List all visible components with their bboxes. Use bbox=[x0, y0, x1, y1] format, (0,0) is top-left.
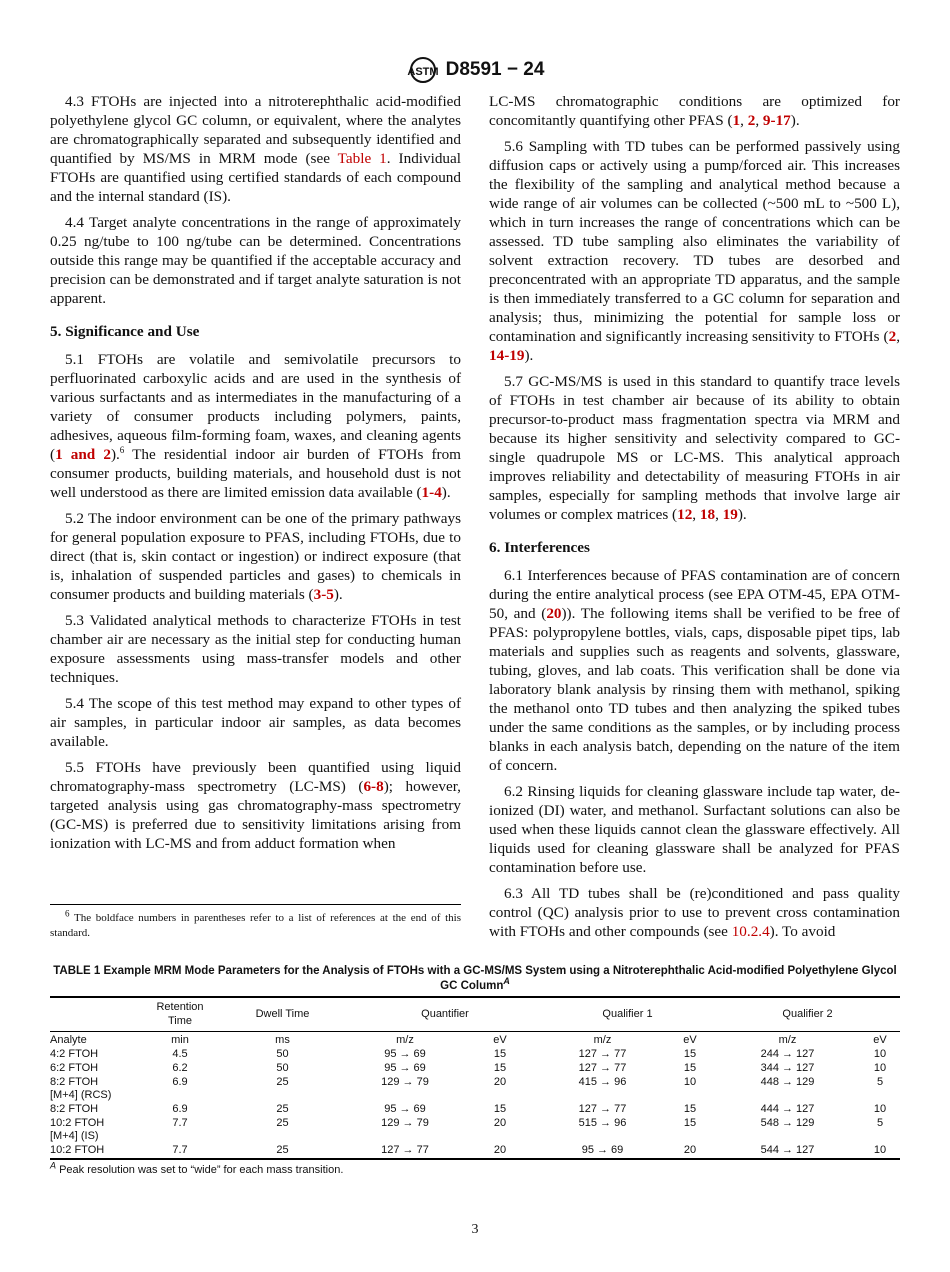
table-cell: 7.7 bbox=[172, 1144, 188, 1157]
table-cell bbox=[860, 1130, 900, 1144]
table-cell: 10:2 FTOH bbox=[50, 1144, 105, 1157]
table-cell bbox=[350, 1130, 460, 1144]
reference-link[interactable]: 19 bbox=[722, 506, 738, 523]
paragraph bbox=[489, 884, 900, 941]
text-run: , bbox=[755, 112, 763, 129]
table-footnote-mark: A bbox=[50, 1160, 57, 1171]
table-cell: eV bbox=[493, 1034, 507, 1047]
cross-reference-link[interactable]: Table 1 bbox=[337, 150, 387, 167]
text-run: , bbox=[692, 506, 700, 523]
text-run: ). bbox=[790, 112, 800, 129]
table-cell: 4:2 FTOH bbox=[50, 1048, 99, 1061]
page-number: 3 bbox=[471, 1222, 479, 1237]
header-qualifier-1: Qualifier 1 bbox=[540, 997, 715, 1032]
text-run: 6.3 All TD tubes shall be (re)conditioned and pass quality control (QC) analysis prior to use to prevent cross contamination with FTOHs and other compounds (see bbox=[489, 885, 900, 940]
table-cell: 544 → 127 bbox=[760, 1144, 815, 1157]
text-run: 5. Significance and Use bbox=[50, 323, 200, 340]
table-cell: 6.2 bbox=[172, 1061, 188, 1074]
paragraph bbox=[489, 566, 900, 775]
table-cell: 244 → 127 bbox=[760, 1048, 815, 1061]
page-header bbox=[0, 56, 950, 84]
table-cell: 10 bbox=[683, 1075, 697, 1088]
text-run: 4.4 Target analyte concentrations in the range of approximately 0.25 ng/tube to 100 ng/tube can be determined. Concentrations outside this range may be quantified if the acceptable accuracy and precision can be demonstrated and if target analyte saturation is not apparent. bbox=[50, 214, 461, 307]
table-cell: 6:2 FTOH bbox=[50, 1061, 99, 1074]
table-row bbox=[50, 1076, 900, 1090]
text-run: ). bbox=[110, 446, 120, 463]
reference-link[interactable]: 1 and 2 bbox=[55, 446, 111, 463]
mrm-parameters-table bbox=[50, 996, 900, 1160]
table-cell: [M+4] (RCS) bbox=[50, 1089, 112, 1102]
text-run: ). To avoid bbox=[769, 923, 836, 940]
text-run: , bbox=[740, 112, 748, 129]
table-cell bbox=[460, 1130, 540, 1144]
table-cell bbox=[350, 1089, 460, 1103]
table-cell: 515 → 96 bbox=[578, 1116, 627, 1129]
text-run: 5.6 Sampling with TD tubes can be performed passively using diffusion caps or actively using a pump/forced air. This increases the flexibility of the sampling and analytical method because a wide range of air volumes can be collected (~500 mL to ~500 L), which in turn increases the range of concentrations which can be assessed. TD tube sampling also eliminates the variability of solvent extraction recovery. TD tubes are desorbed and preconcentrated with an appropriate TD apparatus, and the sample is then immediately transferred to a GC column for separation and analysis; thus, minimizing the potential for sample loss or contamination and significantly increasing sensitivity to FTOHs ( bbox=[489, 138, 900, 345]
cross-reference-link[interactable]: 10.2.4 bbox=[731, 923, 770, 940]
table-cell: 20 bbox=[493, 1144, 507, 1157]
table-cell: 415 → 96 bbox=[578, 1075, 627, 1088]
table-footnote bbox=[50, 1160, 344, 1176]
table-cell: 129 → 79 bbox=[381, 1116, 429, 1129]
text-run: 6.2 Rinsing liquids for cleaning glassware include tap water, de-ionized (DI) water, and methanol. Surfactant solutions can also be used when these liquids cannot clean the glassware effectively. All liquids used for cleaning glassware shall be analyzed for PFAS contamination before use. bbox=[489, 783, 900, 876]
designation: D8591 − 24 bbox=[445, 59, 545, 81]
table-cell bbox=[460, 1089, 540, 1103]
footnote-marker: 6 bbox=[119, 444, 125, 455]
reference-link[interactable]: 18 bbox=[699, 506, 716, 523]
text-run: ). bbox=[524, 347, 534, 364]
header-retention-time: Retention Time bbox=[145, 997, 215, 1032]
paragraph bbox=[50, 611, 461, 687]
table-cell: 6.9 bbox=[172, 1075, 188, 1088]
paragraph bbox=[489, 137, 900, 365]
header-quantifier: Quantifier bbox=[350, 997, 540, 1032]
paragraph bbox=[50, 758, 461, 853]
table-row bbox=[50, 1048, 900, 1062]
table-cell: 25 bbox=[276, 1144, 289, 1157]
table-cell: 8:2 FTOH bbox=[50, 1075, 99, 1088]
table-row bbox=[50, 1062, 900, 1076]
table-cell: 20 bbox=[493, 1075, 507, 1088]
table-cell: 444 → 127 bbox=[760, 1102, 815, 1115]
table-cell: 15 bbox=[683, 1048, 697, 1061]
text-run: The residential indoor air burden of FTOHs from consumer products, building materials, and household dust is not well understood as there are limited emission data available ( bbox=[50, 446, 461, 501]
paragraph bbox=[489, 92, 900, 130]
table-cell: m/z bbox=[593, 1034, 612, 1047]
paragraph bbox=[50, 509, 461, 604]
table-cell: 7.7 bbox=[172, 1116, 188, 1129]
table-cell: 127 → 77 bbox=[578, 1102, 627, 1115]
table-cell bbox=[145, 1089, 215, 1103]
table-cell bbox=[715, 1089, 860, 1103]
text-run: , bbox=[896, 328, 900, 345]
paragraph bbox=[489, 372, 900, 524]
table-cell: 448 → 129 bbox=[760, 1075, 815, 1088]
text-run: 5.2 The indoor environment can be one of the primary pathways for general population exposure to PFAS, including FTOHs, due to direct (that is, skin contact or ingestion) or indirect exposure (that is, inhalation of suspended particles and gases) to chemicals in consumer products and building materials ( bbox=[50, 510, 461, 603]
table-cell: 15 bbox=[683, 1061, 697, 1074]
section-heading bbox=[50, 322, 461, 341]
footnote-mark: 6 bbox=[65, 908, 70, 919]
table-row bbox=[50, 1103, 900, 1117]
text-run: 6.1 Interferences because of PFAS contamination are of concern during the entire analytical process (see EPA OTM-45, EPA OTM-50, and ( bbox=[489, 567, 900, 622]
table-cell: 10 bbox=[873, 1048, 887, 1061]
text-run: . Individual FTOHs are quantified using certified standards of each compound and the internal standard (IS). bbox=[50, 150, 461, 205]
table-cell: 548 → 129 bbox=[760, 1116, 815, 1129]
table-cell: 344 → 127 bbox=[760, 1061, 815, 1074]
table-cell: 15 bbox=[683, 1116, 697, 1129]
text-run: ). bbox=[333, 586, 343, 603]
paragraph bbox=[50, 213, 461, 308]
table-cell: 25 bbox=[276, 1102, 289, 1115]
table-cell: Analyte bbox=[50, 1034, 87, 1047]
table-cell: 10 bbox=[873, 1144, 887, 1157]
table-title bbox=[50, 964, 900, 994]
reference-link[interactable]: 1 bbox=[732, 112, 741, 129]
paragraph bbox=[50, 350, 461, 502]
table-cell bbox=[860, 1089, 900, 1103]
table-row bbox=[50, 1144, 900, 1159]
table-title-text: TABLE 1 Example MRM Mode Parameters for the Analysis of FTOHs with a GC-MS/MS System using a Nitroterephthalic Acid-modified Polyethylene Glycol GC Column bbox=[53, 965, 897, 992]
table-row bbox=[50, 1117, 900, 1131]
reference-link[interactable]: 3-5 bbox=[313, 586, 334, 603]
table-cell: 5 bbox=[876, 1075, 884, 1088]
table-cell: 50 bbox=[276, 1061, 289, 1074]
table-cell: [M+4] (IS) bbox=[50, 1130, 99, 1143]
paragraph bbox=[50, 92, 461, 206]
table-row bbox=[50, 1130, 900, 1144]
reference-link[interactable]: 12 bbox=[677, 506, 693, 523]
units-row bbox=[50, 1032, 900, 1048]
table-cell: 95 → 69 bbox=[384, 1061, 426, 1074]
table-cell: 10 bbox=[873, 1102, 887, 1115]
table-cell: 127 → 77 bbox=[578, 1048, 627, 1061]
reference-link[interactable]: 1-4 bbox=[421, 484, 442, 501]
table-cell: 127 → 77 bbox=[578, 1061, 627, 1074]
table-cell bbox=[145, 1130, 215, 1144]
text-run: 5.1 FTOHs are volatile and semivolatile precursors to perfluorinated carboxylic acids and are used in the synthesis of various surfactants and as intermediates in the manufacturing of a variety of consumer products including polymers, paints, adhesives, aqueous film-forming foam, waxes, and cleaning agents ( bbox=[50, 351, 461, 463]
table-cell bbox=[215, 1130, 350, 1144]
header-blank bbox=[50, 997, 145, 1032]
table-cell: 20 bbox=[683, 1144, 697, 1157]
table-cell: m/z bbox=[778, 1034, 797, 1047]
svg-text:ASTM: ASTM bbox=[407, 66, 439, 78]
header-qualifier-2: Qualifier 2 bbox=[715, 997, 900, 1032]
text-run: 5.7 GC-MS/MS is used in this standard to quantify trace levels of FTOHs in test chamber air because of its ability to obtain precursor-to-product mass fragmentation spectra via MRM and because its higher sensitivity and selectivity compared to GC-single quadrupole MS or LC-MS. This analytical approach improves reliability and detectability of measuring FTOHs in air samples, especially for sampling methods that involve large air volumes or complex matrices ( bbox=[489, 373, 900, 523]
table-cell: eV bbox=[683, 1034, 697, 1047]
table-cell: 10 bbox=[873, 1061, 887, 1074]
table-cell bbox=[540, 1130, 665, 1144]
table-cell bbox=[540, 1089, 665, 1103]
table-cell: 95 → 69 bbox=[384, 1102, 426, 1115]
table-cell: 8:2 FTOH bbox=[50, 1102, 99, 1115]
table-header-row bbox=[50, 997, 900, 1032]
table-cell: 20 bbox=[493, 1116, 507, 1129]
table-cell: 25 bbox=[276, 1116, 289, 1129]
text-run: ). bbox=[737, 506, 747, 523]
paragraph bbox=[489, 782, 900, 877]
table-cell: 127 → 77 bbox=[381, 1144, 429, 1157]
footnote bbox=[50, 904, 461, 941]
table-cell: 25 bbox=[276, 1075, 289, 1088]
table-cell: 15 bbox=[493, 1102, 507, 1115]
table-cell: 5 bbox=[876, 1116, 884, 1129]
text-run: 6. Interferences bbox=[489, 539, 590, 556]
table-cell: 15 bbox=[493, 1061, 507, 1074]
header-dwell-time: Dwell Time bbox=[215, 997, 350, 1032]
table-cell: m/z bbox=[396, 1034, 414, 1047]
right-column bbox=[489, 92, 900, 948]
text-run: ). bbox=[441, 484, 451, 501]
table-cell: 6.9 bbox=[172, 1102, 188, 1115]
paragraph bbox=[50, 694, 461, 751]
table-cell: 95 → 69 bbox=[384, 1048, 426, 1061]
text-run: 5.4 The scope of this test method may expand to other types of air samples, in particular indoor air samples, as data becomes available. bbox=[50, 695, 461, 750]
table-cell bbox=[665, 1089, 715, 1103]
text-run: LC-MS chromatographic conditions are optimized for concomitantly quantifying other PFAS ( bbox=[489, 93, 900, 129]
text-run: , bbox=[715, 506, 723, 523]
reference-link[interactable]: 2 bbox=[888, 328, 897, 345]
text-run: ); however, targeted analysis using gas chromatography-mass spectrometry (GC-MS) is preferred due to sensitivity limitations arising from ionization with LC-MS and from adduct formation when bbox=[50, 778, 461, 852]
table-cell: 15 bbox=[493, 1048, 507, 1061]
table-cell: 95 → 69 bbox=[581, 1144, 624, 1157]
table-cell: 15 bbox=[683, 1102, 697, 1115]
table-cell bbox=[665, 1130, 715, 1144]
reference-link[interactable]: 6-8 bbox=[363, 778, 384, 795]
astm-logo-icon bbox=[406, 56, 440, 84]
text-run: 5.3 Validated analytical methods to characterize FTOHs in test chamber air are necessary as the initial step for conducting human exposure assessments using mass-transfer models and other techniques. bbox=[50, 612, 461, 686]
text-run: )). The following items shall be verified to be free of PFAS: polypropylene bottles, vials, caps, disposable pipet tips, lab materials and supplies such as reagents and solvents, glassware, tubing, gloves, and lab coats. This verification shall be done via laboratory blank analysis by rinsing them with methanol, spiking the methanol onto TD tubes and then analyzing the spiked tubes under the same conditions as the samples, or by including process blanks in each analysis batch, depending on the nature of the item of concern. bbox=[489, 605, 900, 774]
text-run: 4.3 FTOHs are injected into a nitroterephthalic acid-modified polyethylene glycol GC column, or equivalent, where the analytes are chromatographically separated and subsequently identified and quantified by MS/MS in MRM mode (see bbox=[50, 93, 461, 167]
section-heading bbox=[489, 538, 900, 557]
reference-link[interactable]: 14-19 bbox=[489, 347, 525, 364]
reference-link[interactable]: 20 bbox=[546, 605, 562, 622]
table-cell: 10:2 FTOH bbox=[50, 1116, 105, 1129]
table-footnote-text: Peak resolution was set to “wide” for each mass transition. bbox=[59, 1164, 344, 1176]
table-cell bbox=[715, 1130, 860, 1144]
left-column bbox=[50, 92, 461, 860]
table-title-note: A bbox=[503, 976, 510, 987]
table-cell: eV bbox=[873, 1034, 887, 1047]
table-cell: ms bbox=[275, 1034, 290, 1047]
table-row bbox=[50, 1089, 900, 1103]
footnote-text: The boldface numbers in parentheses refer to a list of references at the end of this standard. bbox=[50, 912, 461, 939]
reference-link[interactable]: 9-17 bbox=[762, 112, 791, 129]
table-cell bbox=[215, 1089, 350, 1103]
table-cell: 50 bbox=[276, 1048, 289, 1061]
text-run: 5.5 FTOHs have previously been quantified using liquid chromatography-mass spectrometry (LC-MS) ( bbox=[50, 759, 461, 795]
table-cell: 129 → 79 bbox=[381, 1075, 429, 1088]
reference-link[interactable]: 2 bbox=[747, 112, 756, 129]
table-cell: 4.5 bbox=[172, 1048, 188, 1061]
table-cell: min bbox=[171, 1034, 189, 1047]
